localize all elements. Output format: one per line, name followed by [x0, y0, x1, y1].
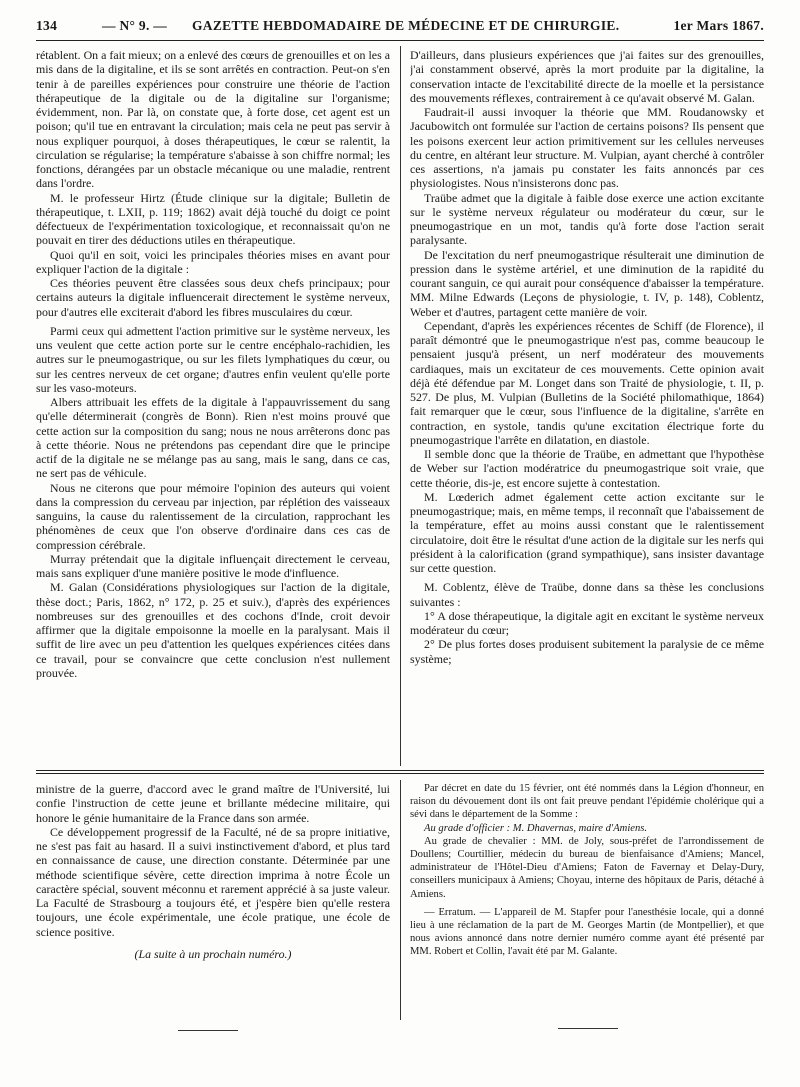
paragraph: De l'excitation du nerf pneumogastrique résulterait une diminution de pression dans le système artériel, et une diminution de la rapidité du courant sanguin, ce qui aurait pour conséquence d'abaisser la température. MM. Milne Edwards (Leçons de physiologie, t. IV, p. 148), Coblentz, Weber et d'autres, partagent cette manière de voir. [410, 247, 764, 319]
continuation-note: (La suite à un prochain numéro.) [134, 946, 292, 961]
paragraph: 1° A dose thérapeutique, la digitale agit en excitant le système nerveux modérateur du cœur; [410, 608, 764, 637]
paragraph: Cependant, d'après les expériences récentes de Schiff (de Florence), il paraît démontré que le pneumogastrique n'est pas, comme beaucoup le pensaient jusqu'à présent, un nerf modérateur des mouvements cardiaques, mais un excitateur de ces mouvements. Cette opinion avait déjà été défendue par M. Longet dans son Traité de physiologie, t. II, p. 527. De plus, M. Vulpian (Bulletins de la Société philomathique, 1864) fait remarquer que le cœur, sous l'influence de la digitaline, s'arrête en contraction, en systole, tandis qu'une excitation électrique forte du pneumogastrique l'arrête en dilatation, en diastole. [410, 318, 764, 447]
paragraph: M. Lœderich admet également cette action excitante sur le pneumogastrique; mais, en même temps, il reconnaît que l'abaissement de la température, effet au moins aussi constant que le ralentissement circulatoire, doit être le résultat d'une action de la digitale sur les nerfs qui président à la calorification (grand sympathique), sans insister davantage sur cette question. [410, 489, 764, 575]
paragraph: Traübe admet que la digitale à faible dose exerce une action excitante sur le système nerveux régulateur ou modérateur du cœur, sur le pneumogastrique en un mot, tandis qu'à forte dose l'action serait paralysante. [410, 190, 764, 248]
officer-grade: Au grade d'officier : M. Dhavernas, maire d'Amiens. [424, 822, 648, 834]
paragraph: Murray prétendait que la digitale influençait directement le cerveau, mais sans expliquer d'une manière positive le mode d'influence. [36, 551, 390, 580]
issue-number: — N° 9. — [102, 18, 168, 33]
erratum-notice: — Erratum. — L'appareil de M. Stapfer pour l'anesthésie locale, qui a donné lieu à une réclamation de la part de M. Georges Martin (de Montpellier), et que nous avions annoncé dans notre dernier numéro comme ayant été présenté par MM. Robert et Collin, l'avait été par M. Galante. [410, 906, 764, 958]
bottom-right-column [410, 782, 764, 1018]
page-header [36, 8, 764, 38]
bottom-left-column [36, 782, 390, 1018]
closing-rule-right [558, 1028, 618, 1029]
column-divider [400, 46, 401, 766]
column-divider-lower [400, 780, 401, 1020]
paragraph: Ce développement progressif de la Faculté, né de sa propre initiative, ne s'est pas fait au hasard. Il a suivi instinctivement d'abord, et plus tard en connaissance de cause, une direction constante. Déterminée par une méthode scientifique sévère, cette direction imprima à notre École un caractère spécial, souvent méconnu et rarement apprécié à sa juste valeur. La Faculté de Strasbourg a toujours été, et j'espère bien qu'elle restera toujours, une école expérimentale, une école pratique, une école de science positive. [36, 824, 390, 939]
section-rule-double [36, 773, 764, 774]
paragraph: Faudrait-il aussi invoquer la théorie que MM. Roudanowsky et Jacubowitch ont formulée sur l'action de certains poisons? Ils pensent que les poisons exercent leur action primitivement sur les cellules nerveuses du centre, en altérant leur structure. M. Vulpian, ayant cherché à contrôler ces assertions, n'a jamais pu constater les faits annoncés par ces physiologistes. Nous n'insisterons donc pas. [410, 105, 764, 191]
paragraph: D'ailleurs, dans plusieurs expériences que j'ai faites sur des grenouilles, j'ai constamment observé, après la mort produite par la digitaline, la conservation intacte de l'excitabilité directe de la moelle et la persistance des mouvements réflexes, contrairement à ce qu'avait observé M. Galan. [410, 48, 764, 105]
header-rule [36, 40, 764, 41]
paragraph: M. Galan (Considérations physiologiques sur l'action de la digitale, thèse doct.; Paris, 1862, n° 172, p. 25 et suiv.), d'après des expériences nombreuses sur des grenouilles et des cochons d'Inde, croit devoir affirmer que la digitale empoisonne la moelle en la paralysant. Mais il suffit de lire avec un peu d'attention les quelques expériences citées dans ce travail, pour se convaincre que cette conclusion n'est nullement prouvée. [36, 580, 390, 680]
paragraph: M. le professeur Hirtz (Étude clinique sur la digitale; Bulletin de thérapeutique, t. LXII, p. 119; 1862) avait déjà touché du doigt ce point défectueux de l'expérimentation toxicologique, et reconnaissait qu'on ne pouvait en tirer des déductions utiles en thérapeutique. [36, 190, 390, 248]
paragraph: rétablent. On a fait mieux; on a enlevé des cœurs de grenouilles et on les a mis dans de la digitaline, et ils se sont arrêtés en contraction. Peut-on s'en tenir à de pareilles expériences pour construire une théorie de l'action thérapeutique de la digitale ou de la digitaline sur l'organisme; évidemment, non. Par là, on constate que, à forte dose, cet agent est un poison; qu'il tue en entravant la circulation; mais cela ne peut pas servir à nous expliquer pourquoi, à doses thérapeutiques, le cœur se ralentit, la circulation se régularise; la température s'abaisse à son chiffre normal; les fonctions, dérangées par un obstacle mécanique ou une maladie, rentrent dans l'ordre. [36, 48, 390, 191]
paragraph: ministre de la guerre, d'accord avec le grand maître de l'Université, lui confie l'instruction de cette jeune et brillante médecine militaire, qui honore le génie humanitaire de la France dans son armée. [36, 782, 390, 825]
journal-title: GAZETTE HEBDOMADAIRE DE MÉDECINE ET DE CHIRURGIE. [192, 18, 620, 33]
paragraph: Il semble donc que la théorie de Traübe, en admettant que l'hypothèse de Weber sur l'action modératrice du pneumogastrique soit vraie, que cette théorie, dis-je, est encore sujette à contestation. [410, 447, 764, 490]
paragraph: Parmi ceux qui admettent l'action primitive sur le système nerveux, les uns veulent que cette action porte sur le centre encéphalo-rachidien, les autres sur le pneumogastrique, ou sur les filets lymphatiques du cœur, ou sur les centres nerveux de cet organe; d'autres enfin veulent qu'elle porte sur les vaso-moteurs. [36, 323, 390, 395]
issue-date: 1er Mars 1867. [673, 18, 764, 33]
chevalier-grade: Au grade de chevalier : MM. de Joly, sous-préfet de l'arrondissement de Doullens; Courtillier, médecin du bureau de bienfaisance d'Amiens; Mancel, administrateur de l'Hôtel-Dieu d'Amiens; Faton de Favernay et Delay-Dury, conseillers municipaux à Amiens; Choyau, interne des hôpitaux de Paris, détaché à Amiens. [410, 835, 764, 900]
closing-rule-left [178, 1030, 238, 1031]
top-left-column [36, 48, 390, 764]
paragraph: Quoi qu'il en soit, voici les principales théories mises en avant pour expliquer l'action de la digitale : [36, 247, 390, 276]
section-rule [36, 770, 764, 771]
page-number: 134 [36, 18, 58, 33]
paragraph: 2° De plus fortes doses produisent subitement la paralysie de ce même système; [410, 637, 764, 666]
paragraph: Nous ne citerons que pour mémoire l'opinion des auteurs qui voient dans la compression du cerveau par injection, par réplétion des vaisseaux sanguins, la cause du ralentissement de la circulation, rapprochant les phénomènes de ceux que l'on observe d'ordinaire dans ces cas de compression cérébrale. [36, 480, 390, 552]
decree-notice: Par décret en date du 15 février, ont été nommés dans la Légion d'honneur, en raison du dévouement dont ils ont fait preuve pendant l'épidémie cholérique qui a sévi dans le département de la Somme : [410, 783, 764, 821]
paragraph: Albers attribuait les effets de la digitale à l'appauvrissement du sang qu'elle déterminerait (congrès de Bonn). Rien n'est moins prouvé que cette action sur la composition du sang; nous ne nous arrêterons donc pas à cette théorie. Nous ne prétendons pas cependant dire que le principe actif de la digitale ne se mélange pas au sang, mais le sang, dans ce cas, ne sert pas de véhicule. [36, 395, 390, 481]
paragraph: M. Coblentz, élève de Traübe, donne dans sa thèse les conclusions suivantes : [410, 580, 764, 609]
paragraph: Ces théories peuvent être classées sous deux chefs principaux; pour certains auteurs la digitale influencerait directement le système nerveux, pour d'autres elle exciterait d'abord les fibres musculaires du cœur. [36, 276, 390, 319]
top-right-column [410, 48, 764, 764]
